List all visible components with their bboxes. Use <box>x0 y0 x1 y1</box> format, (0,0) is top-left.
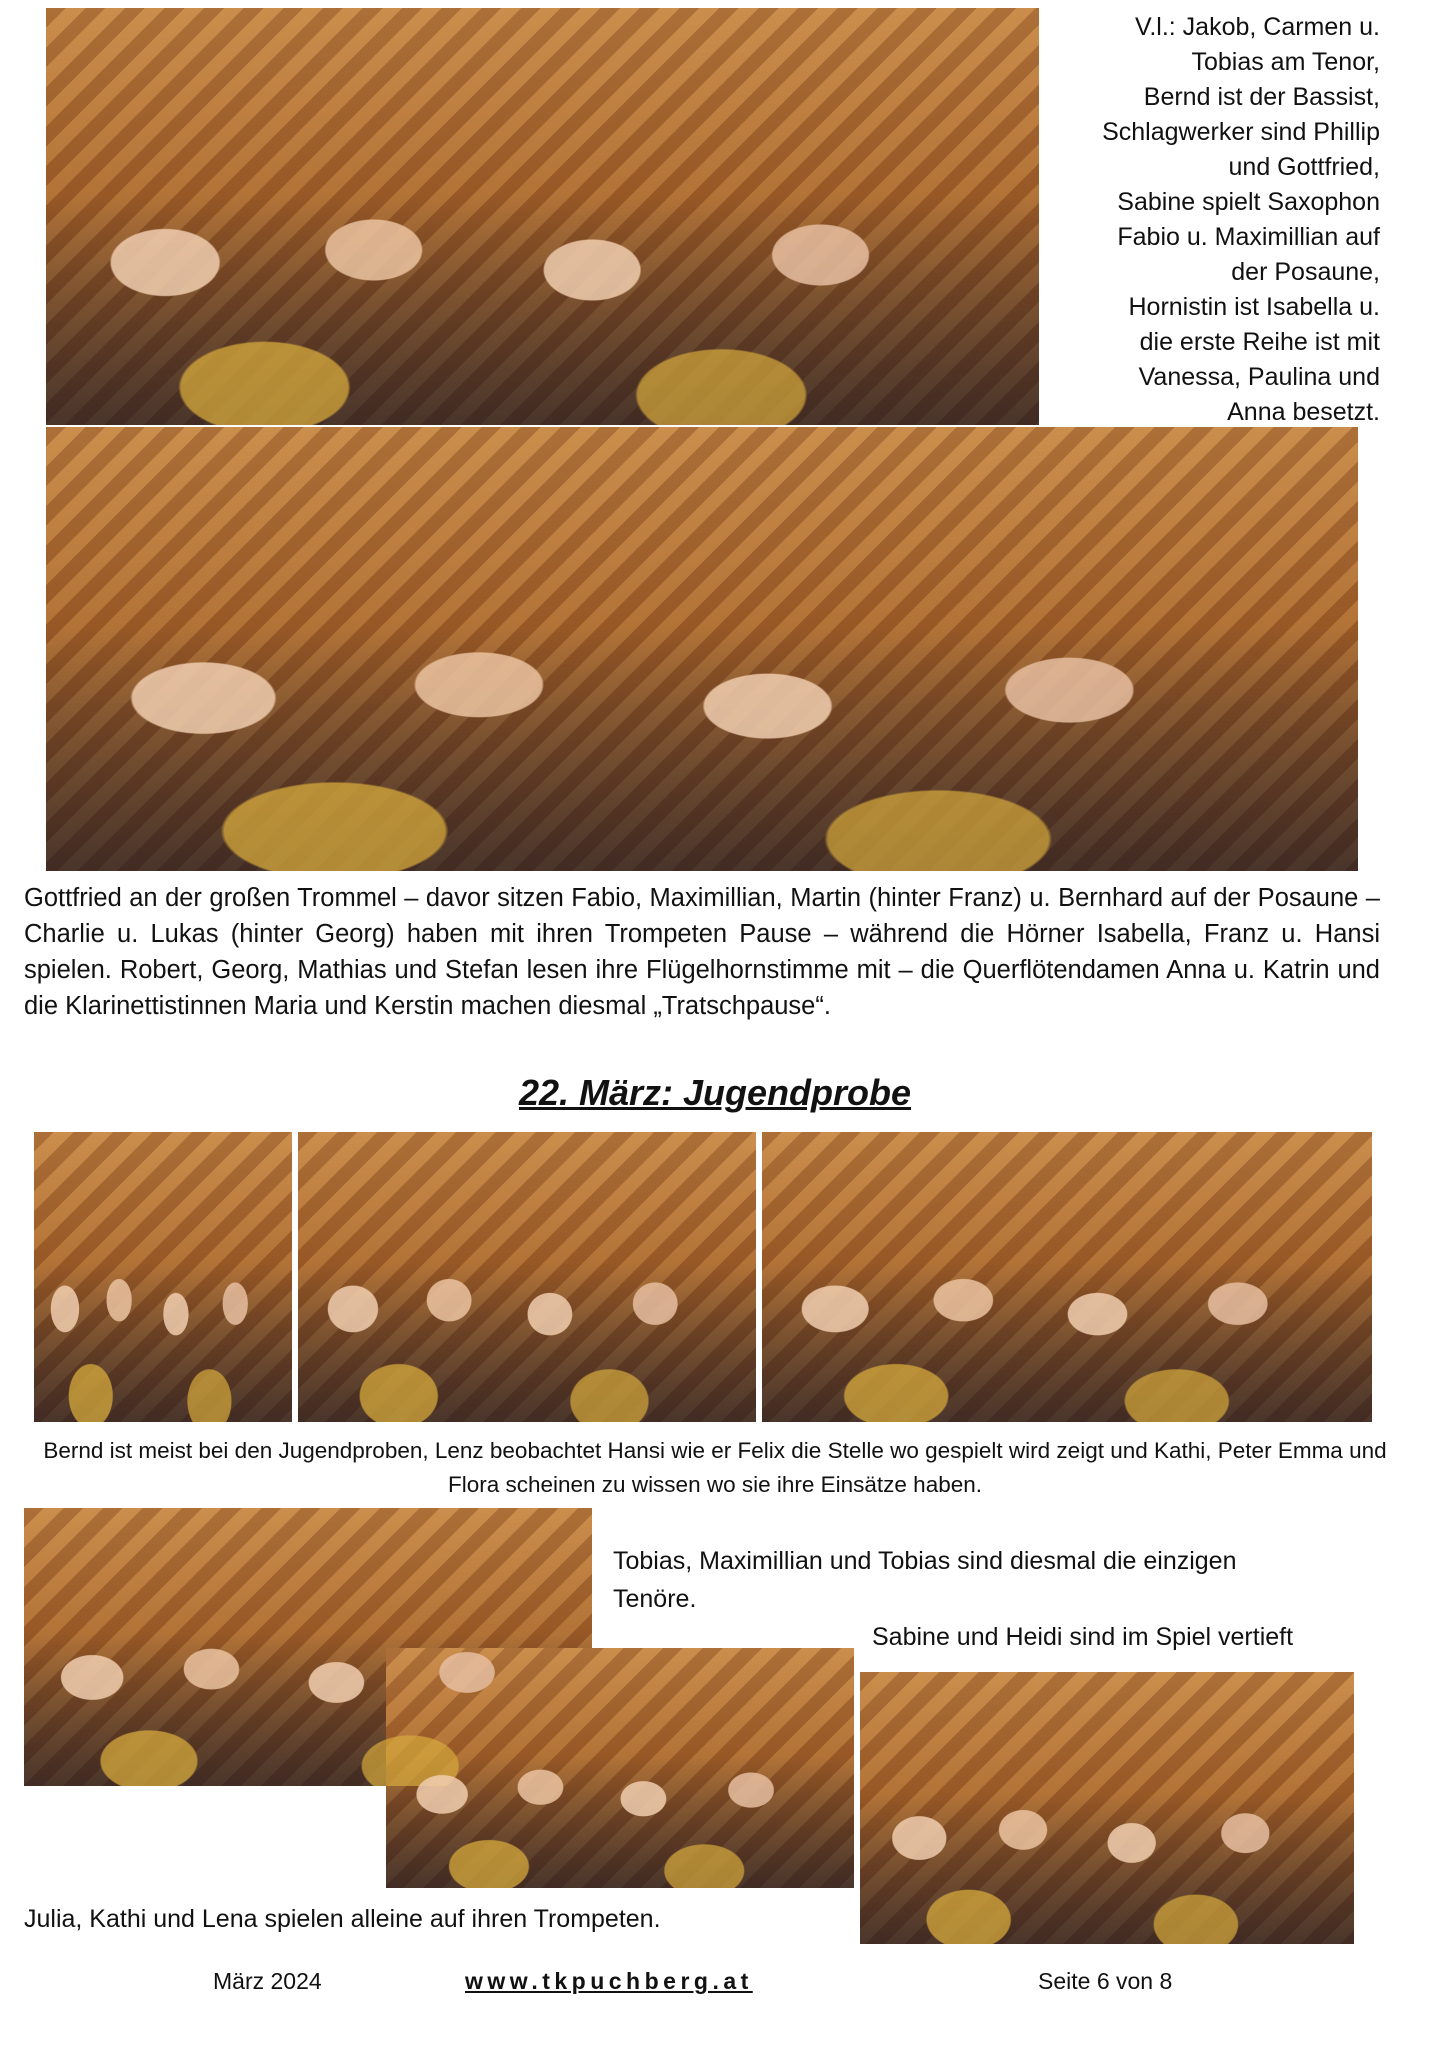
caption-top-right: V.l.: Jakob, Carmen u. Tobias am Tenor, Bernd ist der Bassist, Schlagwerker sind Phillip und Gottfried, Sabine spielt Saxophon Fabio u. Maximillian auf der Posaune, Hornistin ist Isabella u. die erste Reihe ist mit Vanessa, Paulina und Anna besetzt. <box>1102 13 1380 426</box>
caption-sabine: Sabine und Heidi sind im Spiel vertieft <box>872 1623 1294 1651</box>
footer-website-link[interactable]: www.tkpuchberg.at <box>465 1968 753 1994</box>
photo-kathi-peter-emma-flora <box>762 1132 1372 1422</box>
footer-date: März 2024 <box>213 1968 322 1994</box>
photo-lenz-hansi-felix <box>298 1132 756 1422</box>
photo-full-orchestra-rehearsal <box>46 427 1358 871</box>
section-heading: 22. März: Jugendprobe <box>518 1072 912 1113</box>
photo-bernd-tuba <box>34 1132 292 1422</box>
photo-tenor-horn-section <box>46 8 1039 425</box>
caption-tenors: Tobias, Maximillian und Tobias sind diesmal die einzigen Tenöre. <box>613 1547 1237 1613</box>
caption-rehearsal: Gottfried an der großen Trommel – davor sitzen Fabio, Maximillian, Martin (hinter Franz) u. Bernhard auf der Posaune – Charlie u. Lukas (hinter Georg) haben mit ihren Trompeten Pause – während die Hörner Isabella, Franz u. Hansi spielen. Robert, Georg, Mathias und Stefan lesen ihre Flügelhornstimme mit – die Querflötendamen Anna u. Katrin und die Klarinettistinnen Maria und Kerstin machen diesmal „Tratschpause“. <box>24 884 1380 1020</box>
footer-page-number: Seite 6 von 8 <box>1038 1968 1173 1994</box>
photo-trumpet-girls <box>860 1672 1354 1944</box>
caption-trumpets: Julia, Kathi und Lena spielen alleine auf ihren Trompeten. <box>24 1905 661 1933</box>
caption-youth: Bernd ist meist bei den Jugendproben, Lenz beobachtet Hansi wie er Felix die Stelle wo gespielt wird zeigt und Kathi, Peter Emma und Flora scheinen zu wissen wo sie ihre Einsätze haben. <box>43 1438 1387 1497</box>
